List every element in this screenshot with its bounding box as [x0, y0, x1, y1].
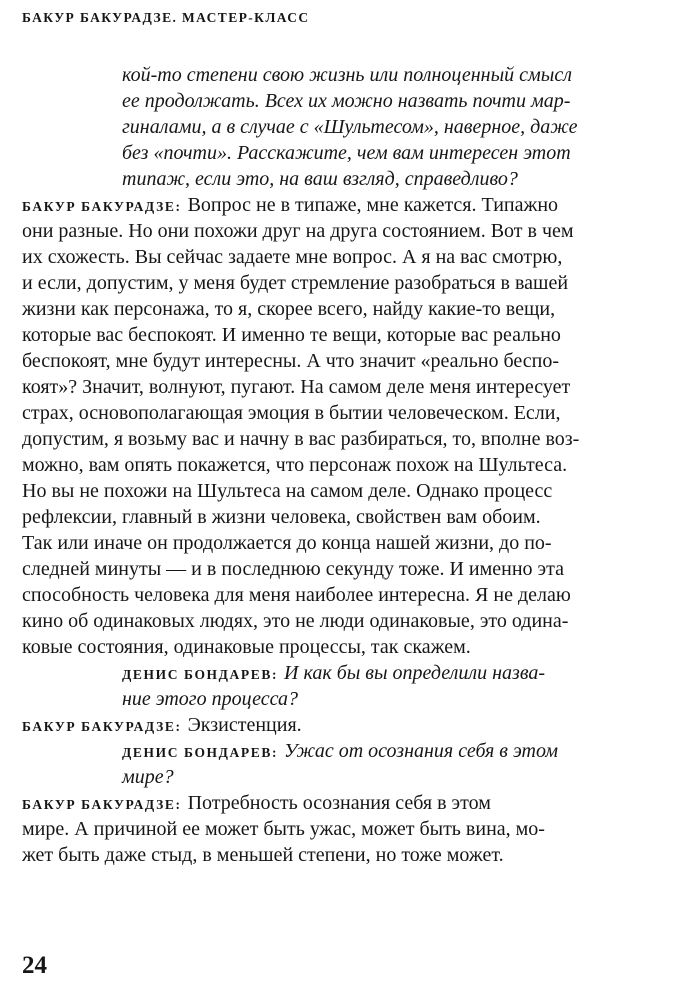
- text-line: беспокоят, мне будут интересны. А что значит «реально беспо-: [22, 350, 560, 372]
- text-line: которые вас беспокоят. И именно те вещи, которые вас реально: [22, 324, 561, 346]
- answer-text: Вопрос не в типаже, мне кажется. Типажно: [187, 194, 559, 216]
- running-header: БАКУР БАКУРАДЗЕ. МАСТЕР-КЛАСС: [22, 10, 310, 25]
- text-line: можно, вам опять покажется, что персонаж похож на Шультеса.: [22, 454, 568, 476]
- question-line: [122, 738, 558, 766]
- text-line: без «почти». Расскажите, чем вам интересен этот: [122, 142, 571, 164]
- answer-line: [22, 712, 302, 740]
- text-line: допустим, я возьму вас и начну в вас разбираться, то, вполне воз-: [22, 428, 580, 450]
- answer-line: [22, 790, 491, 818]
- answer-text: Потребность осознания себя в этом: [187, 792, 491, 814]
- text-line: Так или иначе он продолжается до конца нашей жизни, до по-: [22, 532, 552, 554]
- text-line: Но вы не похожи на Шультеса на самом деле. Однако процесс: [22, 480, 553, 502]
- text-line: типаж, если это, на ваш взгляд, справедливо?: [122, 168, 518, 190]
- text-line: и если, допустим, у меня будет стремление разобраться в вашей: [22, 272, 569, 294]
- speaker-label-bondarev: ДЕНИС БОНДАРЕВ:: [122, 745, 279, 760]
- text-line: их схожесть. Вы сейчас задаете мне вопрос. А я на вас смотрю,: [22, 246, 563, 268]
- text-line: ковые состояния, одинаковые процессы, так скажем.: [22, 636, 471, 658]
- text-line: следней минуты — и в последнюю секунду тоже. И именно эта: [22, 558, 565, 580]
- text-line: мире?: [122, 766, 174, 788]
- text-line: рефлексии, главный в жизни человека, свойствен вам обоим.: [22, 506, 541, 528]
- text-line: кой-то степени свою жизнь или полноценный смысл: [122, 64, 572, 86]
- speaker-label-bakuradze: БАКУР БАКУРАДЗЕ:: [22, 719, 182, 734]
- text-line: жизни как персонажа, то я, скорее всего, найду какие-то вещи,: [22, 298, 556, 320]
- page-number: 24: [22, 952, 47, 979]
- question-text: И как бы вы определили назва-: [284, 662, 546, 684]
- text-line: страх, основополагающая эмоция в бытии человеческом. Если,: [22, 402, 561, 424]
- text-line: коят»? Значит, волнуют, пугают. На самом деле меня интересует: [22, 376, 571, 398]
- text-line: способность человека для меня наиболее интересна. Я не делаю: [22, 584, 571, 606]
- text-line: ние этого процесса?: [122, 688, 298, 710]
- speaker-label-bakuradze: БАКУР БАКУРАДЗЕ:: [22, 199, 182, 214]
- question-line: [122, 660, 545, 688]
- answer-line: [22, 192, 558, 220]
- answer-text: Экзистенция.: [187, 714, 302, 736]
- speaker-label-bondarev: ДЕНИС БОНДАРЕВ:: [122, 667, 279, 682]
- question-text: Ужас от осознания себя в этом: [284, 740, 558, 762]
- text-line: кино об одинаковых людях, это не люди одинаковые, это одина-: [22, 610, 569, 632]
- speaker-label-bakuradze: БАКУР БАКУРАДЗЕ:: [22, 797, 182, 812]
- text-line: жет быть даже стыд, в меньшей степени, но тоже может.: [22, 844, 504, 866]
- text-line: мире. А причиной ее может быть ужас, может быть вина, мо-: [22, 818, 545, 840]
- text-line: они разные. Но они похожи друг на друга состоянием. Вот в чем: [22, 220, 574, 242]
- text-line: гиналами, а в случае с «Шультесом», наверное, даже: [122, 116, 578, 138]
- text-line: ее продолжать. Всех их можно назвать почти мар-: [122, 90, 571, 112]
